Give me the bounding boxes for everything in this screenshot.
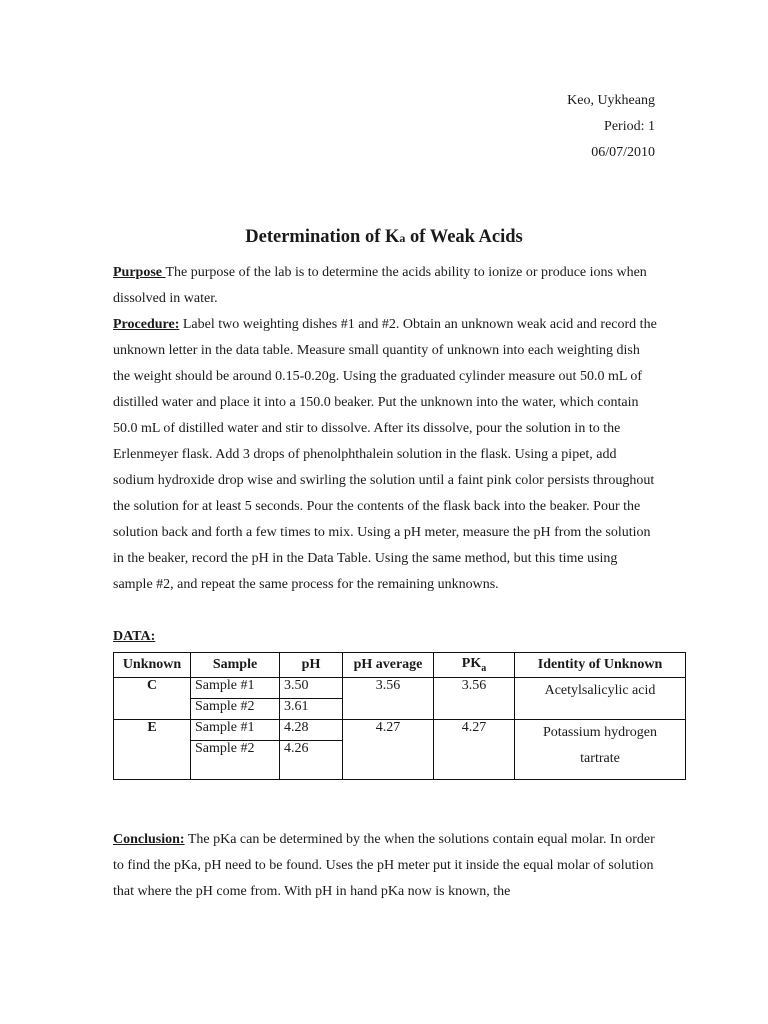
cell-unknown: E [114,720,191,780]
cell-pka: 3.56 [434,678,515,720]
header-pka [434,653,515,678]
procedure-text: Label two weighting dishes #1 and #2. Obtain an unknown weak acid and record the unknown letter in the data table. Measure small quantity of unknown into each weighting dish the weight should be around 0.15-0.20g. Using the graduated cylinder measure out 50.0 mL of distilled water and place it into a 150.0 beaker. Put the unknown into the water, which contain 50.0 mL of distilled water and stir to dissolve. After its dissolve, pour the solution in to the Erlenmeyer flask. Add 3 drops of phenolphthalein solution in the flask. Using a pipet, add sodium hydroxide drop wise and swirling the solution until a faint pink color persists throughout the solution for at least 5 seconds. Pour the contents of the flask back into the beaker. Pour the solution back and forth a few times to mix. Using a pH meter, measure the pH from the solution in the beaker, record the pH in the Data Table. Using the same method, but this time using sample #2, and repeat the same process for the remaining unknowns. [113,317,657,592]
cell-ph-average: 4.27 [343,720,434,780]
title-subscript: a [399,231,406,245]
cell-sample: Sample #2 [191,699,280,720]
table-row [114,678,686,699]
report-date: 06/07/2010 [591,145,655,160]
cell-ph: 4.26 [280,741,343,780]
header-sample: Sample [191,653,280,678]
header-block [567,88,655,166]
cell-ph: 3.50 [280,678,343,699]
header-ph: pH [280,653,343,678]
cell-unknown: C [114,678,191,720]
header-unknown: Unknown [114,653,191,678]
cell-ph: 4.28 [280,720,343,741]
table-row [114,720,686,741]
cell-sample: Sample #1 [191,720,280,741]
header-pka-sub: a [481,662,487,674]
data-table [113,652,686,780]
header-pka-main: PK [461,656,482,672]
conclusion-label: Conclusion: [113,832,185,847]
cell-sample: Sample #1 [191,678,280,699]
page-title [0,227,768,248]
cell-ph: 3.61 [280,699,343,720]
header-ph-average: pH average [343,653,434,678]
cell-identity: Acetylsalicylic acid [515,678,686,720]
cell-identity: Potassium hydrogen tartrate [515,720,686,780]
conclusion-text: The pKa can be determined by the when the solutions contain equal molar. In order to find the pKa, pH need to be found. Uses the pH meter put it inside the equal molar of solution that where the pH come from. With pH in hand pKa now is known, the [113,832,655,899]
title-suffix: of Weak Acids [405,227,523,247]
title-prefix: Determination of K [245,227,400,247]
conclusion-paragraph [113,827,658,905]
author-name: Keo, Uykheang [567,93,655,108]
procedure-label: Procedure: [113,317,180,332]
purpose-paragraph [113,260,658,312]
class-period: Period: 1 [604,119,655,134]
table-header-row [114,653,686,678]
data-heading [113,624,658,650]
cell-sample: Sample #2 [191,741,280,780]
data-label: DATA: [113,629,156,644]
purpose-text: The purpose of the lab is to determine the acids ability to ionize or produce ions when dissolved in water. [113,265,647,306]
cell-pka: 4.27 [434,720,515,780]
header-identity: Identity of Unknown [515,653,686,678]
purpose-label: Purpose [113,265,166,280]
cell-ph-average: 3.56 [343,678,434,720]
procedure-paragraph [113,312,658,598]
